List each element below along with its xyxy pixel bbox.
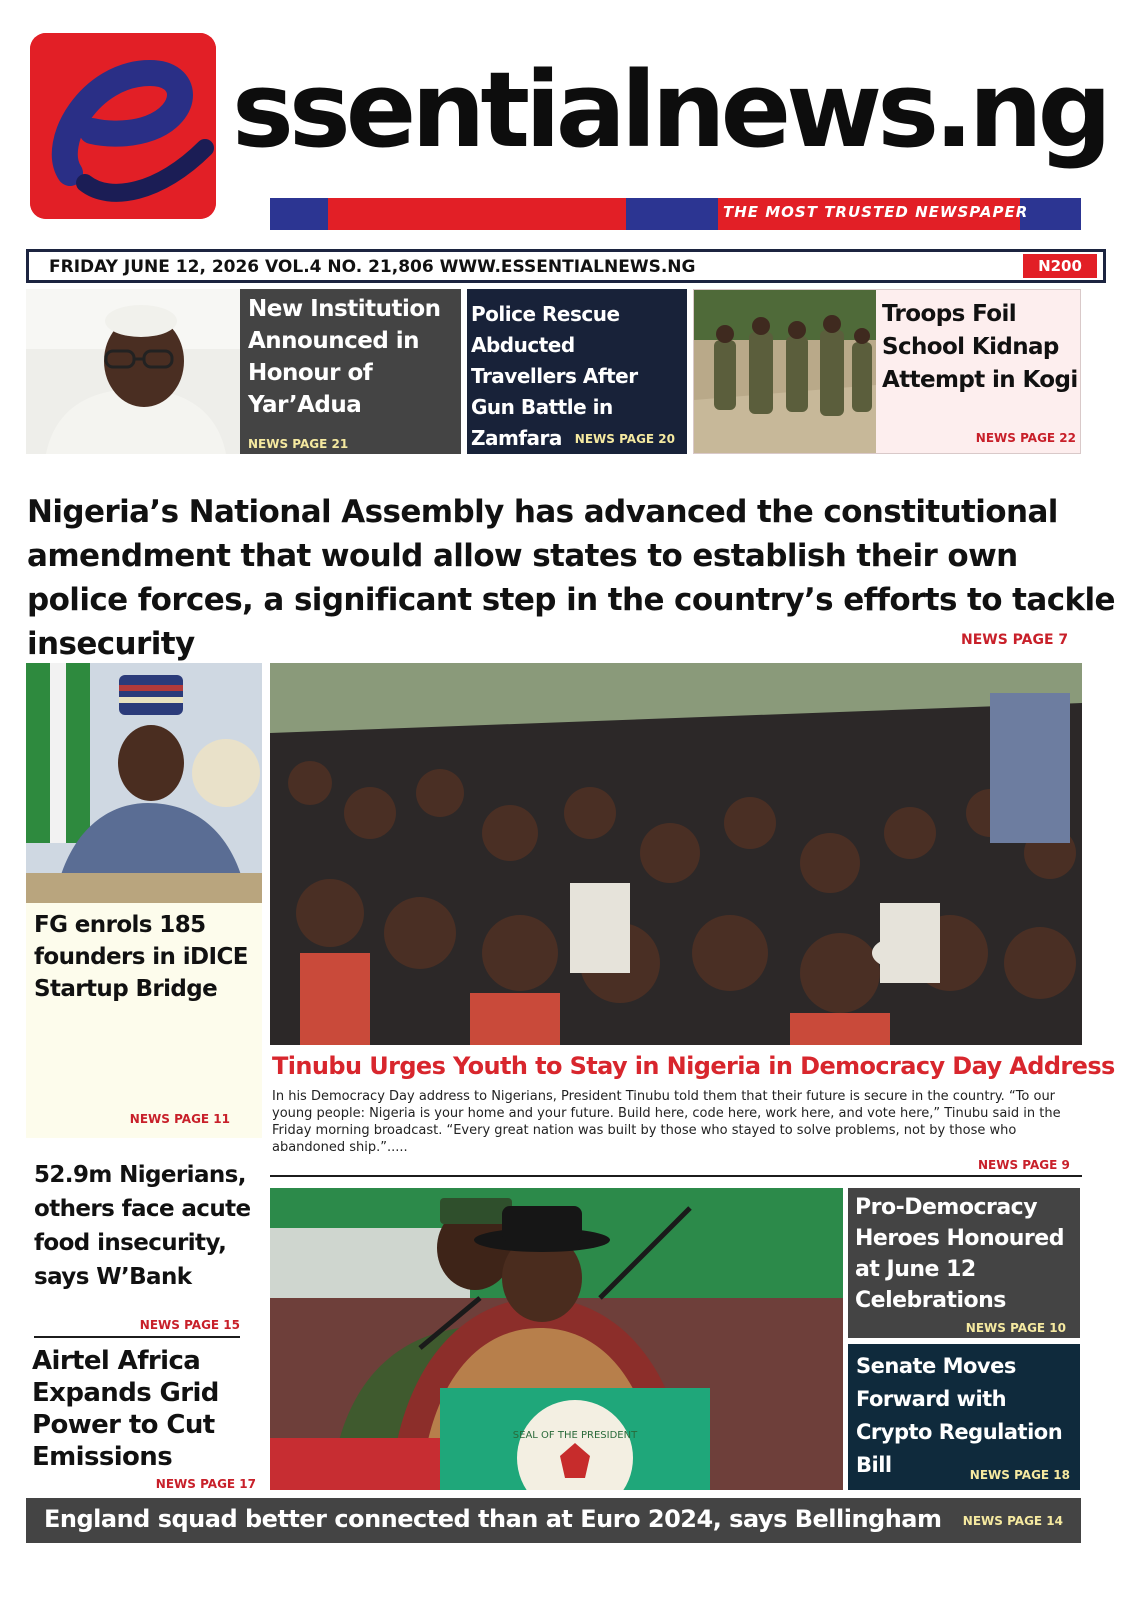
footer-strip[interactable] xyxy=(26,1498,1081,1543)
right-story-2-headline: Senate Moves Forward with Crypto Regulation Bill xyxy=(856,1354,1063,1477)
main-divider xyxy=(270,1175,1082,1177)
footer-headline: England squad better connected than at Euro 2024, says Bellingham xyxy=(44,1505,942,1533)
left-divider xyxy=(34,1336,240,1338)
logo-badge[interactable] xyxy=(30,33,216,219)
left-story-1-photo[interactable] xyxy=(26,663,262,903)
teaser-3-photo xyxy=(694,290,876,453)
price-badge: N200 xyxy=(1023,254,1097,278)
teaser-1-photo xyxy=(26,289,240,454)
left-story-2-headline: 52.9m Nigerians, others face acute food insecurity, says W’Bank xyxy=(34,1162,251,1290)
left-story-3-headline: Airtel Africa Expands Grid Power to Cut Emissions xyxy=(32,1346,219,1472)
main-story-headline[interactable]: Tinubu Urges Youth to Stay in Nigeria in Democracy Day Address xyxy=(272,1052,1115,1080)
left-story-3[interactable] xyxy=(26,1345,262,1495)
main-story-page: NEWS PAGE 9 xyxy=(978,1158,1070,1172)
teaser-1-page: NEWS PAGE 21 xyxy=(248,437,349,451)
feature-photo[interactable] xyxy=(270,1188,843,1490)
logo-e-icon xyxy=(30,33,216,219)
teaser-1[interactable] xyxy=(26,289,461,454)
lead-headline[interactable]: Nigeria’s National Assembly has advanced the constitutional amendment that would allow states to establish their own police forces, a significant step in the country’s efforts to tackle insecurity xyxy=(27,494,1115,662)
lead-page: NEWS PAGE 7 xyxy=(961,632,1069,648)
podium-seal-text: SEAL OF THE PRESIDENT xyxy=(512,1430,638,1441)
right-story-1-headline: Pro-Democracy Heroes Honoured at June 12 Celebrations xyxy=(855,1195,1064,1313)
left-story-2-page: NEWS PAGE 15 xyxy=(139,1318,240,1332)
teaser-2-page: NEWS PAGE 20 xyxy=(574,432,675,446)
masthead-bar-red xyxy=(328,198,626,230)
teaser-3-headline: Troops Foil School Kidnap Attempt in Kogi xyxy=(882,301,1078,393)
teaser-1-headline: New Institution Announced in Honour of Yar’Adua xyxy=(248,296,441,418)
teaser-2-headline: Police Rescue Abducted Travellers After Gun Battle in Zamfara xyxy=(471,302,638,450)
left-story-1-page: NEWS PAGE 11 xyxy=(129,1112,230,1126)
masthead-bar-blue-left xyxy=(270,198,328,230)
main-story-body: In his Democracy Day address to Nigerians, President Tinubu told them that their future is secure in the country. “To our young people: Nigeria is your home and your future. Build here, code here, work here, and vote here,” Tinubu said in the Friday morning broadcast. “Every great nation was built by those who stayed to solve problems, not by those who abandoned ship.”..... xyxy=(272,1089,1061,1155)
left-story-1[interactable] xyxy=(26,903,262,1138)
left-story-3-page: NEWS PAGE 17 xyxy=(155,1477,256,1491)
main-story-photo[interactable] xyxy=(270,663,1082,1045)
masthead-title: ssentialnews.ng xyxy=(232,49,1108,171)
left-story-1-headline: FG enrols 185 founders in iDICE Startup Bridge xyxy=(34,912,248,1002)
right-story-1-page: NEWS PAGE 10 xyxy=(965,1321,1066,1335)
teaser-2[interactable] xyxy=(467,289,687,454)
right-story-2[interactable] xyxy=(848,1344,1080,1490)
left-story-2[interactable] xyxy=(26,1158,262,1338)
dateline-strip xyxy=(26,249,1106,283)
dateline-text: FRIDAY JUNE 12, 2026 VOL.4 NO. 21,806 WWW.ESSENTIALNEWS.NG xyxy=(49,257,696,277)
right-story-1[interactable] xyxy=(848,1188,1080,1338)
teaser-3[interactable] xyxy=(693,289,1081,454)
right-story-2-page: NEWS PAGE 18 xyxy=(969,1468,1070,1482)
masthead-bar-blue-right xyxy=(1020,198,1081,230)
masthead-bar-blue-mid xyxy=(626,198,718,230)
teaser-3-page: NEWS PAGE 22 xyxy=(975,431,1076,445)
tagline: THE MOST TRUSTED NEWSPAPER xyxy=(723,203,1029,221)
footer-page: NEWS PAGE 14 xyxy=(962,1514,1063,1528)
